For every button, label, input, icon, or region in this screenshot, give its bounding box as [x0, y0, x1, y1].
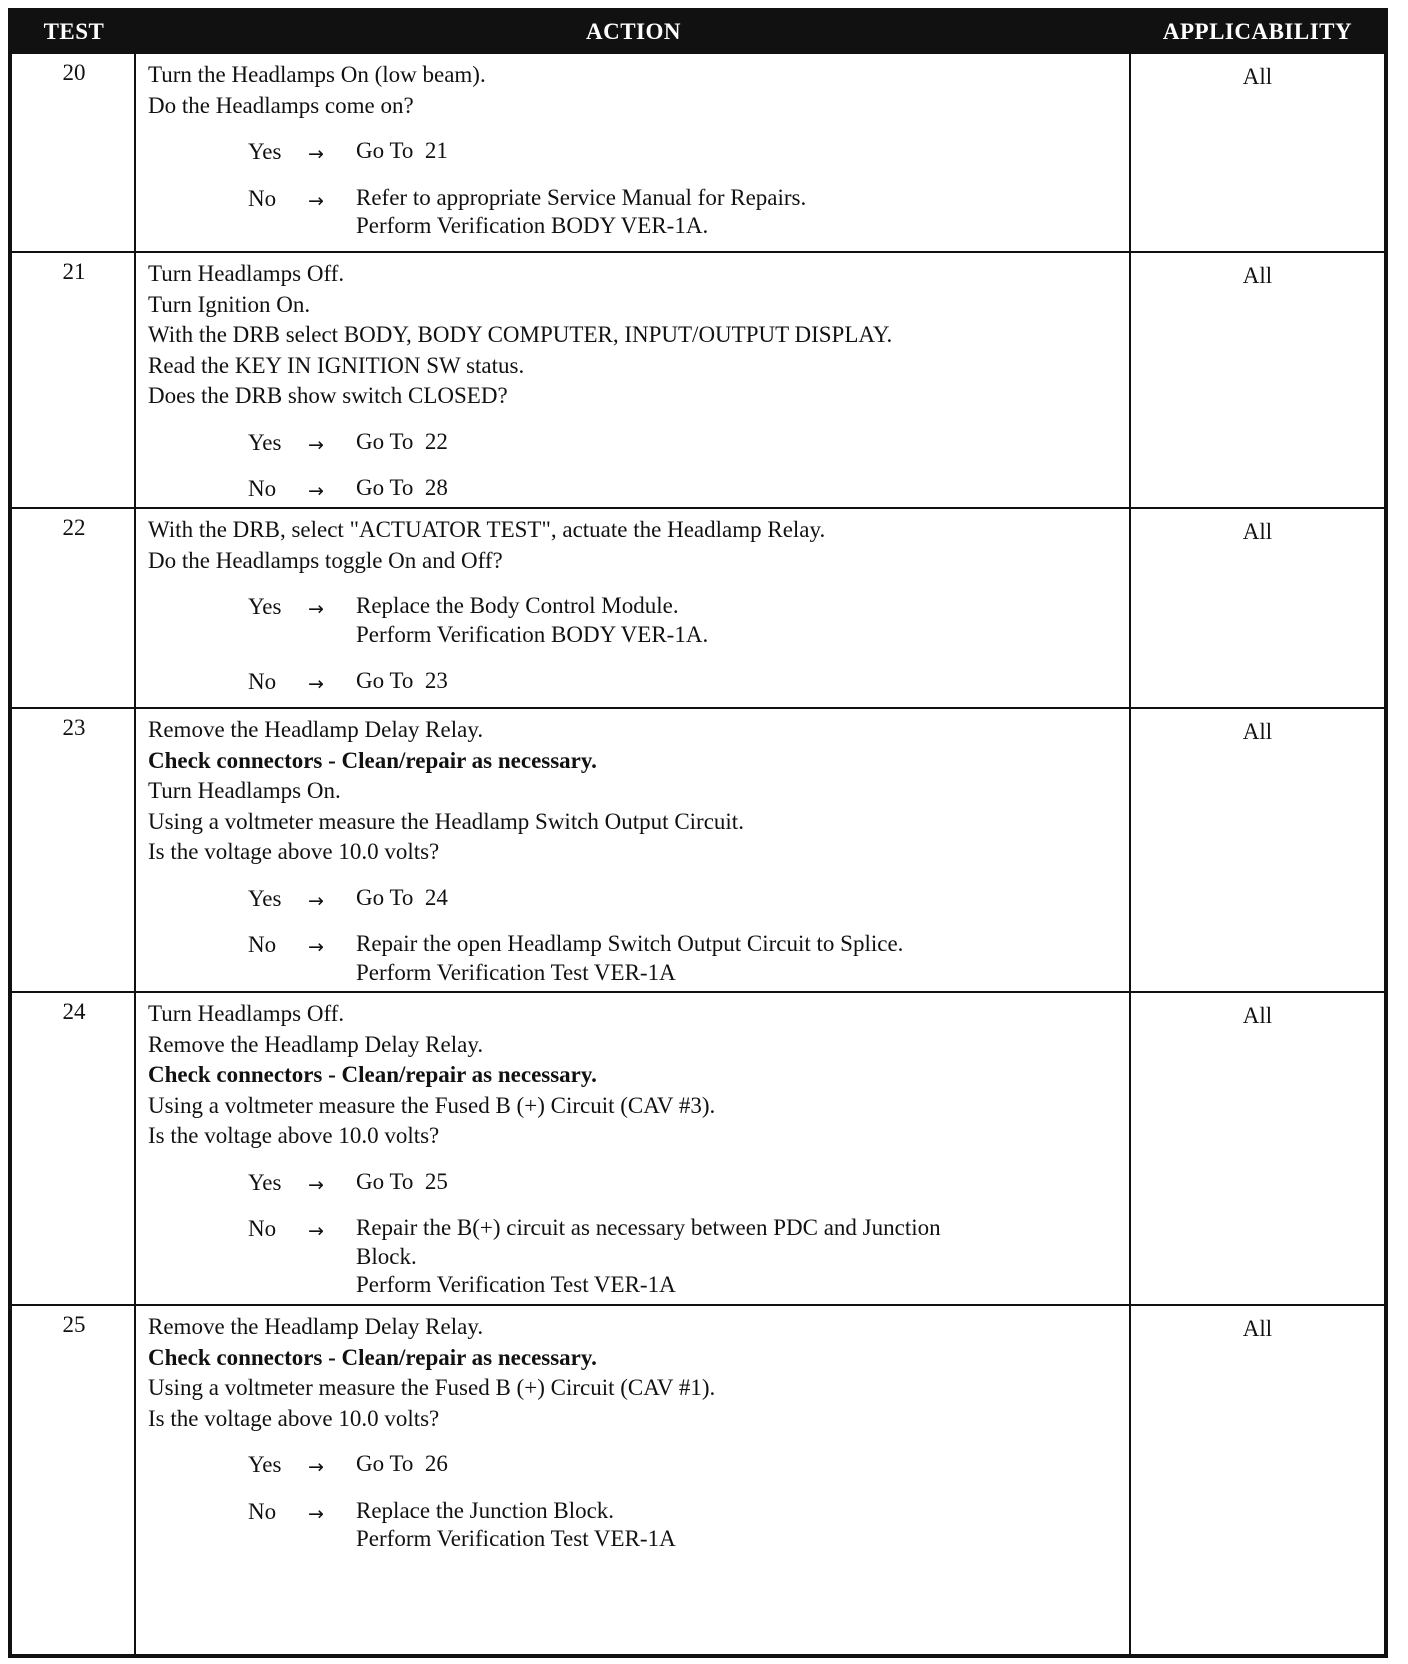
test-number: 25 — [62, 1312, 86, 1337]
result-line: Perform Verification BODY VER-1A. — [356, 621, 709, 647]
yes-label: Yes — [248, 1169, 282, 1195]
no-outcome — [148, 930, 1128, 989]
applicability-value: All — [1242, 1316, 1273, 1341]
result-line: Replace the Junction Block. — [356, 1497, 615, 1523]
yes-result — [356, 1450, 448, 1479]
no-result — [356, 1214, 941, 1300]
action-line: Using a voltmeter measure the Fused B (+) Circuit (CAV #3). — [148, 1092, 716, 1118]
test-number: 24 — [62, 999, 86, 1024]
yes-outcome — [148, 884, 1128, 915]
yes-result — [356, 428, 448, 457]
yes-outcome — [148, 428, 1128, 459]
header-action: ACTION — [585, 19, 681, 44]
action-line: Read the KEY IN IGNITION SW status. — [148, 352, 525, 378]
action-line: With the DRB select BODY, BODY COMPUTER, INPUT/OUTPUT DISPLAY. — [148, 322, 893, 347]
result-line: Go To 25 — [356, 1168, 448, 1194]
applicability-value: All — [1242, 263, 1273, 288]
action-cell — [148, 1312, 1128, 1556]
right-arrow-icon: → — [308, 143, 324, 165]
action-cell — [148, 60, 1128, 243]
table-row — [12, 1306, 1384, 1654]
action-line: Turn Headlamps Off. — [148, 261, 345, 286]
applicability-value: All — [1242, 1003, 1273, 1028]
result-line: Perform Verification BODY VER-1A. — [356, 213, 709, 238]
applicability-value: All — [1242, 719, 1273, 744]
right-arrow-icon: → — [308, 1502, 324, 1525]
diagnostic-table — [8, 8, 1388, 1658]
right-arrow-icon: → — [308, 1173, 324, 1196]
test-number: 23 — [62, 715, 86, 740]
table-row — [12, 509, 1384, 709]
right-arrow-icon: → — [308, 1220, 324, 1242]
no-outcome — [148, 1214, 1128, 1302]
no-result — [356, 667, 448, 696]
table-row — [12, 993, 1384, 1306]
result-line: Perform Verification Test VER-1A — [356, 1526, 676, 1551]
action-note-bold: Check connectors - Clean/repair as necessary. — [148, 1062, 597, 1087]
table-row — [12, 709, 1384, 993]
result-line: Repair the open Headlamp Switch Output Circuit to Splice. — [356, 931, 904, 956]
action-cell — [148, 999, 1128, 1302]
table-row — [12, 54, 1384, 253]
header-test: TEST — [43, 19, 105, 44]
no-label: No — [248, 1216, 277, 1241]
action-note-bold: Check connectors - Clean/repair as necessary. — [148, 747, 597, 773]
result-line: Perform Verification Test VER-1A — [356, 1272, 676, 1297]
right-arrow-icon: → — [308, 480, 324, 502]
action-line: Do the Headlamps toggle On and Off? — [148, 547, 503, 573]
yes-result — [356, 884, 448, 913]
action-line: Turn Headlamps Off. — [148, 1001, 345, 1026]
action-note-bold: Check connectors - Clean/repair as necessary. — [148, 1344, 597, 1370]
action-line: Turn Headlamps On. — [148, 778, 341, 803]
result-line: Refer to appropriate Service Manual for Repairs. — [356, 184, 807, 210]
action-line: Using a voltmeter measure the Headlamp Switch Output Circuit. — [148, 808, 744, 834]
yes-label: Yes — [248, 139, 282, 164]
action-line: Does the DRB show switch CLOSED? — [148, 383, 508, 408]
yes-outcome — [148, 1450, 1128, 1481]
yes-label: Yes — [248, 429, 282, 455]
no-label: No — [248, 1498, 277, 1524]
action-cell — [148, 715, 1128, 989]
no-outcome — [148, 667, 1128, 698]
applicability-value: All — [1242, 64, 1273, 89]
result-line: Block. — [356, 1243, 417, 1269]
no-result — [356, 1497, 676, 1554]
yes-outcome — [148, 1168, 1128, 1199]
result-line: Go To 21 — [356, 138, 448, 163]
no-result — [356, 184, 806, 241]
action-line: Turn the Headlamps On (low beam). — [148, 62, 486, 87]
result-line: Go To 22 — [356, 428, 448, 454]
result-line: Repair the B(+) circuit as necessary between PDC and Junction — [356, 1215, 941, 1240]
action-line: Remove the Headlamp Delay Relay. — [148, 1314, 484, 1339]
no-result — [356, 930, 903, 987]
right-arrow-icon: → — [308, 1456, 324, 1478]
right-arrow-icon: → — [308, 598, 324, 620]
right-arrow-icon: → — [308, 189, 324, 212]
result-line: Go To 24 — [356, 884, 448, 910]
right-arrow-icon: → — [308, 889, 324, 912]
yes-label: Yes — [248, 594, 282, 619]
result-line: Perform Verification Test VER-1A — [356, 959, 676, 985]
yes-result — [356, 1168, 448, 1197]
yes-label: Yes — [248, 885, 282, 911]
action-line: Using a voltmeter measure the Fused B (+) Circuit (CAV #1). — [148, 1375, 716, 1400]
yes-result — [356, 592, 708, 649]
action-cell — [148, 515, 1128, 698]
action-line: Turn Ignition On. — [148, 291, 311, 317]
table-row — [12, 253, 1384, 509]
yes-label: Yes — [248, 1452, 282, 1477]
table-header — [12, 12, 1384, 54]
yes-result — [356, 137, 448, 166]
no-label: No — [248, 932, 277, 957]
test-number: 20 — [62, 60, 86, 85]
no-outcome — [148, 184, 1128, 243]
header-applicability: APPLICABILITY — [1162, 19, 1353, 44]
action-line: Is the voltage above 10.0 volts? — [148, 1123, 440, 1148]
action-line: Is the voltage above 10.0 volts? — [148, 839, 440, 864]
right-arrow-icon: → — [308, 433, 324, 456]
action-line: With the DRB, select "ACTUATOR TEST", actuate the Headlamp Relay. — [148, 517, 826, 542]
yes-outcome — [148, 137, 1128, 168]
action-cell — [148, 259, 1128, 505]
yes-outcome — [148, 592, 1128, 651]
no-label: No — [248, 476, 277, 501]
applicability-value: All — [1242, 519, 1273, 544]
action-line: Is the voltage above 10.0 volts? — [148, 1405, 440, 1431]
no-outcome — [148, 1497, 1128, 1556]
test-number: 21 — [62, 259, 86, 284]
right-arrow-icon: → — [308, 673, 324, 695]
result-line: Replace the Body Control Module. — [356, 593, 679, 618]
no-label: No — [248, 669, 277, 694]
test-number: 22 — [62, 515, 86, 540]
no-result — [356, 474, 448, 503]
action-line: Remove the Headlamp Delay Relay. — [148, 717, 484, 742]
result-line: Go To 26 — [356, 1451, 448, 1476]
result-line: Go To 23 — [356, 668, 448, 693]
no-label: No — [248, 185, 277, 211]
action-line: Remove the Headlamp Delay Relay. — [148, 1031, 484, 1057]
action-line: Do the Headlamps come on? — [148, 92, 414, 118]
right-arrow-icon: → — [308, 936, 324, 958]
result-line: Go To 28 — [356, 475, 448, 500]
no-outcome — [148, 474, 1128, 505]
